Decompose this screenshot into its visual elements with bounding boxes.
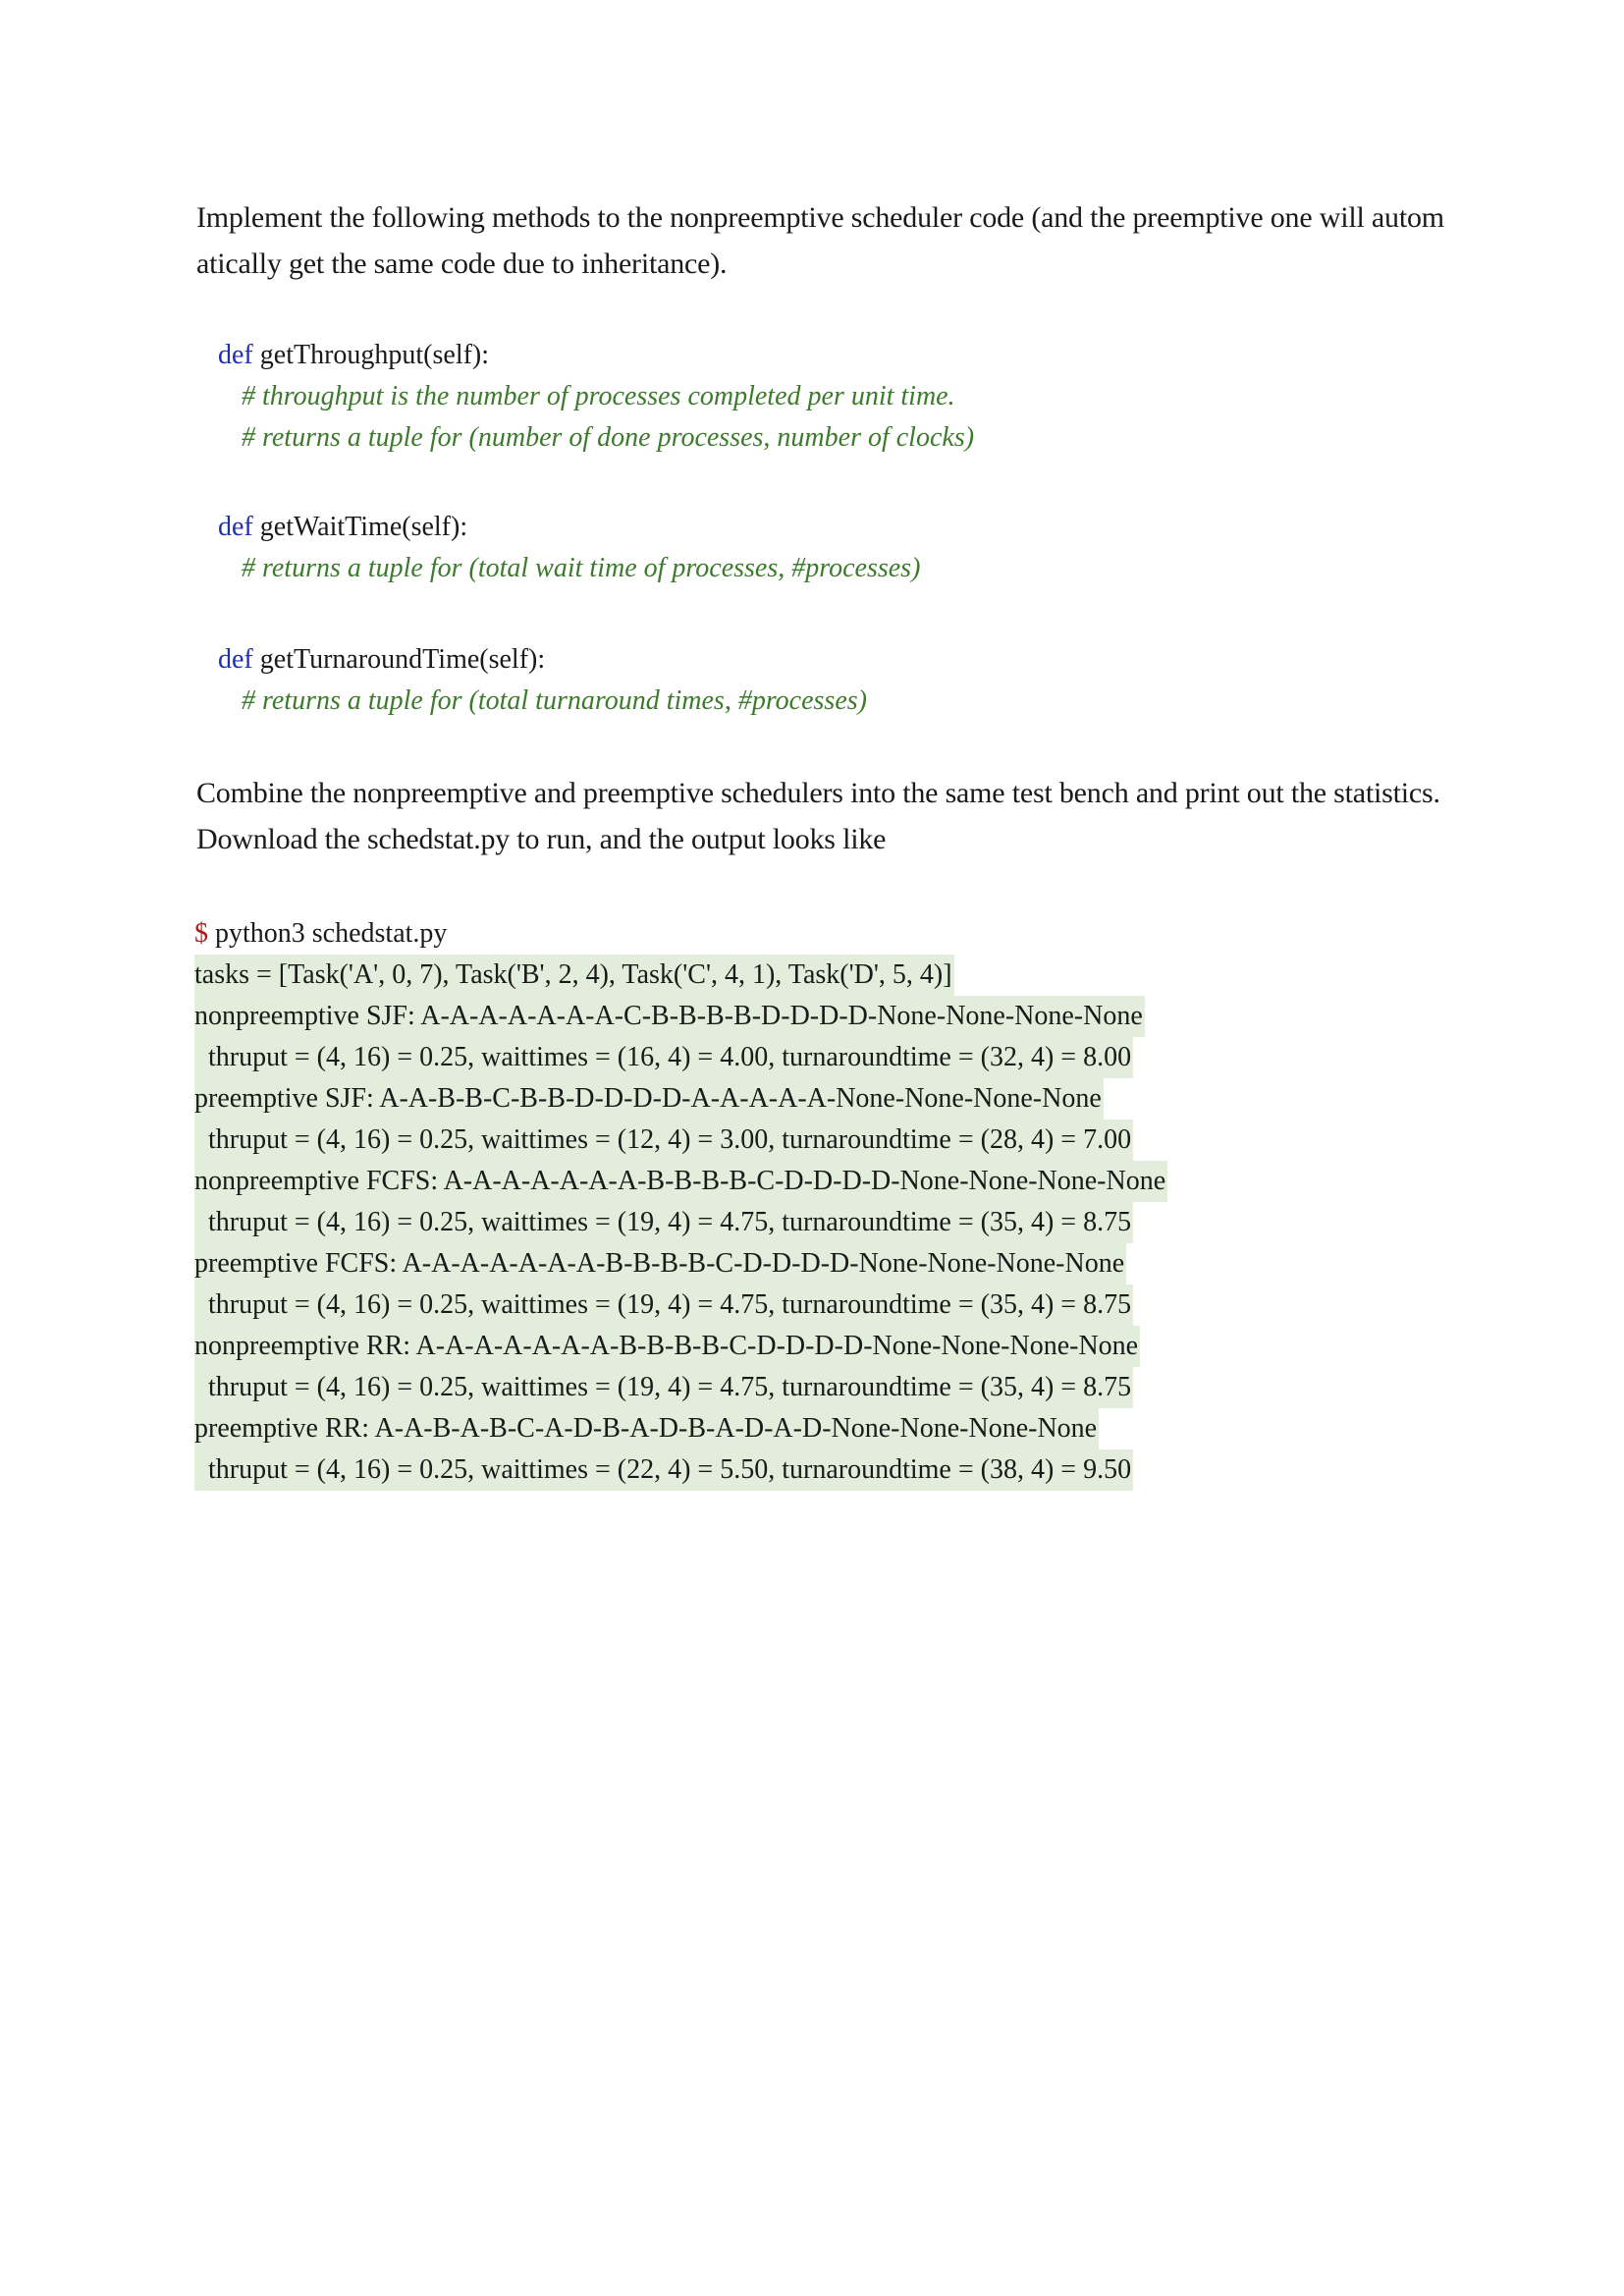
combine-line-2: Download the schedstat.py to run, and the output looks like [196,823,887,855]
method-signature [218,335,974,376]
code-get-wait-time [218,507,920,589]
combine-paragraph [196,770,1443,862]
output-line-schedule: preemptive RR: A-A-B-A-B-C-A-D-B-A-D-B-A-D-A-D-None-None-None-None [194,1408,1099,1449]
output-line-schedule: preemptive FCFS: A-A-A-A-A-A-A-B-B-B-B-C-D-D-D-D-None-None-None-None [194,1243,1126,1285]
method-name: getThroughput(self): [259,340,490,370]
output-line-schedule: nonpreemptive SJF: A-A-A-A-A-A-A-C-B-B-B-B-D-D-D-D-None-None-None-None [194,996,1145,1037]
def-keyword: def [218,644,253,675]
method-name: getTurnaroundTime(self): [259,644,546,675]
def-keyword: def [218,512,253,542]
output-line-stats: thruput = (4, 16) = 0.25, waittimes = (16, 4) = 4.00, turnaroundtime = (32, 4) = 8.00 [194,1037,1133,1078]
code-get-turnaround-time [218,639,867,722]
terminal-output-block [194,913,1167,1491]
code-comment: # returns a tuple for (total wait time of processes, #processes) [242,553,921,583]
code-comment: # throughput is the number of processes completed per unit time. [242,381,955,411]
output-line-stats: thruput = (4, 16) = 0.25, waittimes = (19, 4) = 4.75, turnaroundtime = (35, 4) = 8.75 [194,1367,1133,1408]
output-line-schedule: nonpreemptive FCFS: A-A-A-A-A-A-A-B-B-B-B-C-D-D-D-D-None-None-None-None [194,1161,1167,1202]
output-line-stats: thruput = (4, 16) = 0.25, waittimes = (22, 4) = 5.50, turnaroundtime = (38, 4) = 9.50 [194,1449,1133,1491]
code-comment: # returns a tuple for (total turnaround times, #processes) [242,685,867,716]
intro-paragraph [196,194,1443,287]
method-signature [218,507,920,548]
combine-line-1: Combine the nonpreemptive and preemptive schedulers into the same test bench and print out the statistics. [196,777,1440,809]
prompt-sign: $ [194,918,208,949]
output-line-tasks: tasks = [Task('A', 0, 7), Task('B', 2, 4), Task('C', 4, 1), Task('D', 5, 4)] [194,955,954,996]
code-get-throughput [218,335,974,459]
code-comment: # returns a tuple for (number of done processes, number of clocks) [242,422,975,453]
output-line-stats: thruput = (4, 16) = 0.25, waittimes = (19, 4) = 4.75, turnaroundtime = (35, 4) = 8.75 [194,1285,1133,1326]
method-signature [218,639,867,681]
output-line-stats: thruput = (4, 16) = 0.25, waittimes = (19, 4) = 4.75, turnaroundtime = (35, 4) = 8.75 [194,1202,1133,1243]
method-name: getWaitTime(self): [259,512,468,542]
output-line-schedule: preemptive SJF: A-A-B-B-C-B-B-D-D-D-D-A-A-A-A-A-None-None-None-None [194,1078,1104,1120]
command-line [194,913,1167,955]
intro-line-2: atically get the same code due to inheritance). [196,247,728,280]
intro-line-1: Implement the following methods to the nonpreemptive scheduler code (and the preemptive one will autom [196,201,1444,234]
def-keyword: def [218,340,253,370]
command-text: python3 schedstat.py [215,918,448,949]
output-line-stats: thruput = (4, 16) = 0.25, waittimes = (12, 4) = 3.00, turnaroundtime = (28, 4) = 7.00 [194,1120,1133,1161]
output-line-schedule: nonpreemptive RR: A-A-A-A-A-A-A-B-B-B-B-C-D-D-D-D-None-None-None-None [194,1326,1140,1367]
